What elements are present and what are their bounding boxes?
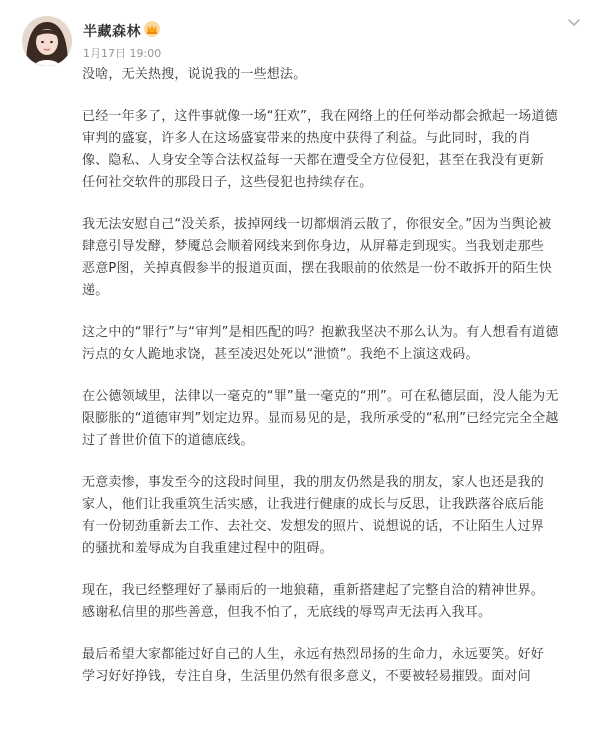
post-paragraph: 我无法安慰自己“没关系，拔掉网线一切都烟消云散了，你很安全。”因为当舆论被 肆意引导发酵，梦魇总会顺着网线来到你身边，从屏幕走到现实。当我划走那些 恶意P图，关掉真假参半的报道页面，摆在我眼前的依然是一份不敢拆开的陌生快 递。 — [82, 217, 553, 298]
post-paragraph: 最后希望大家都能过好自己的人生，永远有热烈昂扬的生命力，永远要笑。好好 学习好好挣钱，专注自身，生活里仍然有很多意义，不要被轻易摧毁。面对问 — [82, 647, 545, 684]
crown-badge-icon[interactable] — [143, 20, 161, 38]
post-paragraph: 在公德领域里，法律以一毫克的“罪”量一毫克的“刑”。可在私德层面，没人能为无 限膨胀的“道德审判”划定边界。显而易见的是，我所承受的“私刑”已经完完全全越 过了普世价值下的道德底线。 — [82, 389, 559, 448]
post-paragraph: 这之中的“罪行”与“审判”是相匹配的吗？抱歉我坚决不那么认为。有人想看有道德 污点的女人跪地求饶，甚至凌迟处死以“泄愤”。我绝不上演这戏码。 — [82, 325, 559, 362]
chevron-down-icon[interactable] — [566, 14, 582, 30]
post-paragraph: 现在，我已经整理好了暴雨后的一地狼藉，重新搭建起了完整自洽的精神世界。 感谢私信里的那些善意，但我不怕了，无底线的辱骂声无法再入我耳。 — [82, 583, 545, 620]
post-paragraph: 已经一年多了，这件事就像一场“狂欢”，我在网络上的任何举动都会掀起一场道德 审判的盛宴，许多人在这场盛宴带来的热度中获得了利益。与此同时，我的肖 像、隐私、人身安全等合法权益每一天都在遭受全方位侵犯，甚至在我没有更新 任何社交软件的那段日子，这些侵犯也持续存在。 — [82, 109, 558, 190]
post-paragraph: 无意卖惨，事发至今的这段时间里，我的朋友仍然是我的朋友，家人也还是我的 家人，他们让我重筑生活实感，让我进行健康的成长与反思，让我跌落谷底后能 有一份韧劲重新去工作、去社交、发想发的照片、说想说的话，不让陌生人过界 的骚扰和羞辱成为自我重建过程中的阻碍。 — [82, 475, 545, 556]
avatar[interactable] — [22, 16, 72, 66]
post-body — [82, 64, 592, 688]
author-name[interactable]: 半藏森林 — [83, 24, 141, 40]
post-paragraph: 没啥，无关热搜，说说我的一些想法。 — [82, 67, 307, 82]
post-timestamp[interactable]: 1月17日 19:00 — [83, 47, 162, 60]
